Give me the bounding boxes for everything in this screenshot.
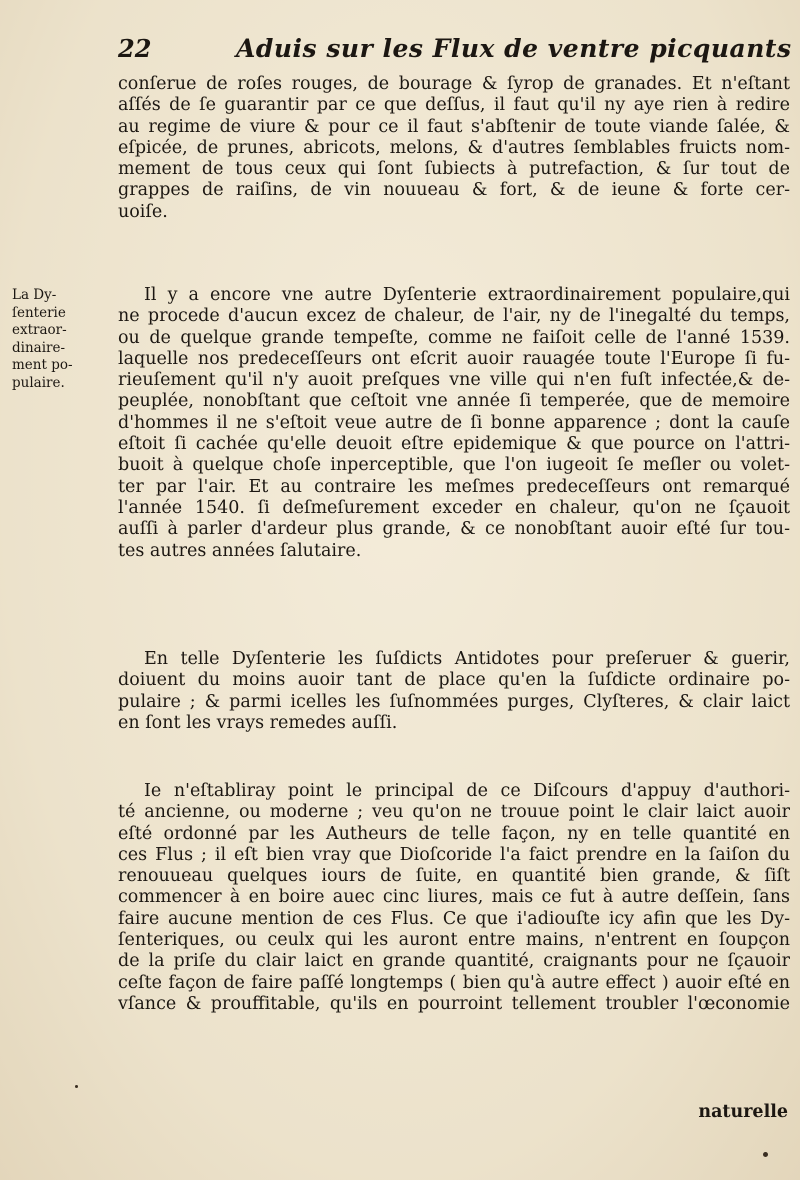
text-line: vſance & prouffitable, qu'ils en pourroint tellement troubler l'œconomie: [118, 993, 790, 1014]
text-line: buoit à quelque choſe inperceptible, que l'on iugeoit ſe meſler ou volet-: [118, 455, 790, 476]
margin-note: [12, 287, 112, 392]
text-line: ne procede d'aucun excez de chaleur, de l'air, ny de l'inegalté du temps,: [118, 306, 790, 327]
page-number: 22: [118, 34, 152, 63]
text-line: Il y a encore vne autre Dyſenterie extraordinairement populaire,qui: [144, 285, 790, 305]
text-line: ſenteriques, ou ceulx qui les auront entre mains, n'entrent en ſoupçon: [118, 930, 790, 951]
text-line: en ſont les vrays remedes auſſi.: [118, 712, 398, 733]
paragraph-1: [118, 74, 790, 223]
text-line: ces Flus ; il eſt bien vray que Dioſcoride l'a faict prendre en la ſaiſon du: [118, 844, 790, 865]
text-line: conſerue de roſes rouges, de bourage & ſyrop de granades. Et n'eſtant: [118, 74, 790, 94]
ink-speck: [75, 1085, 78, 1088]
margin-note-line: ſenterie: [12, 304, 66, 321]
text-line: au regime de viure & pour ce il faut s'abſtenir de toute viande ſalée, &: [118, 116, 790, 137]
text-line: eſtoit ſi cachée qu'elle deuoit eſtre epidemique & que pource on l'attri-: [118, 434, 790, 455]
text-line: doiuent du moins auoir tant de place qu'en la ſuſdicte ordinaire po-: [118, 670, 790, 691]
text-line: l'année 1540. ſi deſmeſurement exceder en chaleur, qu'on ne ſçauoit: [118, 497, 790, 518]
margin-note-line: dinaire-: [12, 339, 66, 356]
margin-note-line: ment po-: [12, 357, 73, 373]
margin-note-line: extraor-: [12, 322, 67, 338]
text-line: Ie n'eſtabliray point le principal de ce Diſcours d'appuy d'authori-: [144, 781, 790, 801]
text-line: En telle Dyſenterie les ſuſdicts Antidotes pour preſeruer & guerir,: [144, 649, 790, 669]
text-line: ter par l'air. Et au contraire les meſmes predeceſſeurs ont remarqué: [118, 476, 790, 497]
text-line: eſté ordonné par les Autheurs de telle façon, ny en telle quantité en: [118, 823, 790, 844]
margin-note-line: pulaire.: [12, 374, 65, 391]
text-line: commencer à en boire auec cinc liures, mais ce fut à autre deſſein, ſans: [118, 887, 790, 908]
running-title: Aduis sur les Flux de ventre picquants: [236, 34, 792, 63]
text-line: faire aucune mention de ces Flus. Ce que i'adiouſte icy afin que les Dy-: [118, 908, 790, 929]
text-line: pulaire ; & parmi icelles les ſuſnommées purges, Clyſteres, & clair laict: [118, 691, 790, 712]
paragraph-3: [118, 649, 790, 734]
text-line: rieuſement qu'il n'y auoit preſques vne ville qui n'en fuſt infectée,& de-: [118, 370, 790, 391]
text-line: mement de tous ceux qui ſont ſubiects à putrefaction, & ſur tout de: [118, 159, 790, 180]
text-line: uoiſe.: [118, 201, 168, 222]
text-line: renouueau quelques iours de ſuite, en quantité bien grande, & ſiſt: [118, 866, 790, 887]
page-header: [118, 34, 790, 68]
text-line: ceſte façon de faire paſſé longtemps ( bien qu'à autre effect ) auoir eſté en: [118, 972, 790, 993]
text-line: laquelle nos predeceſſeurs ont eſcrit auoir rauagée toute l'Europe ſi fu-: [118, 348, 790, 369]
text-line: auſſi à parler d'ardeur plus grande, & ce nonobſtant auoir eſté ſur tou-: [118, 519, 790, 540]
text-line: aſſés de ſe guarantir par ce que deſſus, il faut qu'il ny aye rien à redire: [118, 95, 790, 116]
ink-speck: [763, 1152, 768, 1157]
text-line: tes autres années ſalutaire.: [118, 540, 362, 561]
text-line: grappes de raiſins, de vin nouueau & fort, & de ieune & forte cer-: [118, 180, 790, 201]
margin-note-line: La Dy-: [12, 287, 57, 303]
text-line: d'hommes il ne s'eſtoit veue autre de ſi bonne apparence ; dont la cauſe: [118, 412, 790, 433]
text-line: ou de quelque grande tempeſte, comme ne faiſoit celle de l'anné 1539.: [118, 327, 790, 348]
text-line: eſpicée, de prunes, abricots, melons, & d'autres ſemblables fruicts nom-: [118, 137, 790, 158]
paragraph-2: [118, 285, 790, 562]
text-line: té ancienne, ou moderne ; veu qu'on ne trouue point le clair laict auoir: [118, 802, 790, 823]
paragraph-4: [118, 781, 790, 1015]
catchword: naturelle: [698, 1102, 788, 1122]
text-line: de la priſe du clair laict en grande quantité, craignants pour ne ſçauoir: [118, 951, 790, 972]
text-line: peuplée, nonobſtant que ceſtoit vne année ſi temperée, que de memoire: [118, 391, 790, 412]
